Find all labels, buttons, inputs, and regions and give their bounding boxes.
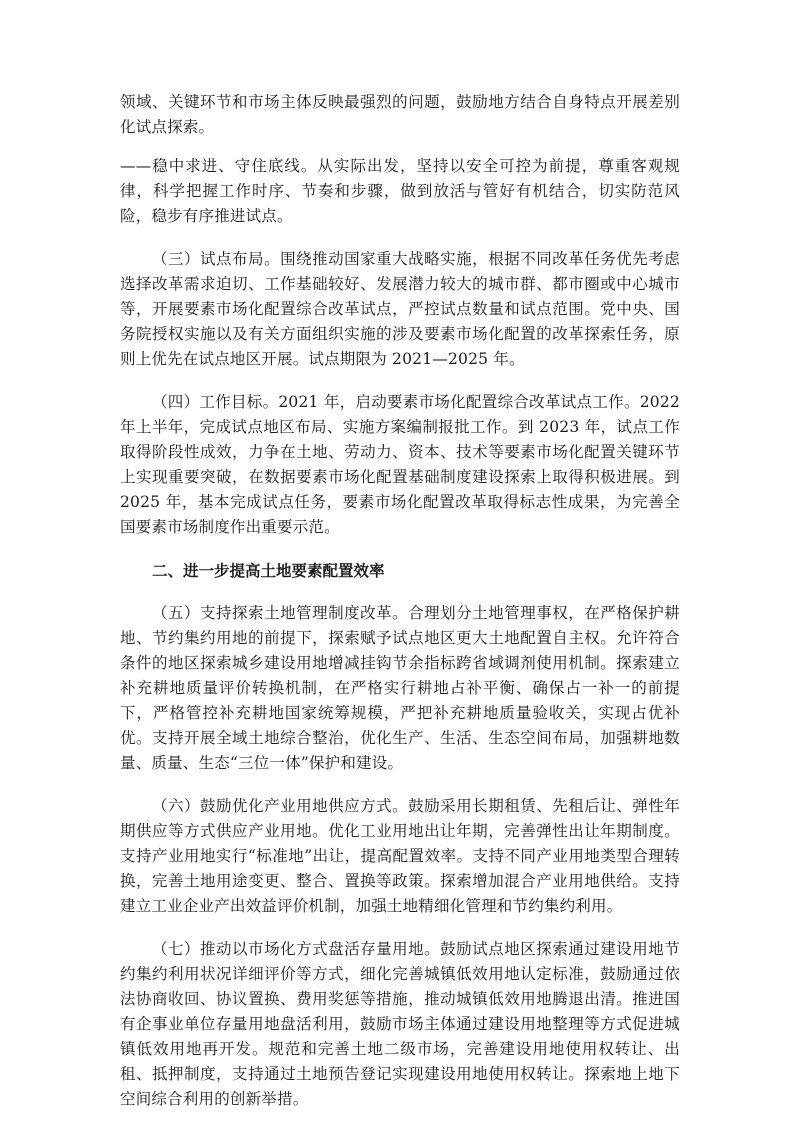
section-heading: 二、进一步提高土地要素配置效率 [152,561,385,580]
paragraph-stock-land: （七）推动以市场化方式盘活存量用地。鼓励试点地区探索通过建设用地节约集约利用状况详细评价等方式，细化完善城镇低效用地认定标准，鼓励通过依法协商收回、协议置换、费用奖惩等措施，推动城镇低效用地腾退出清。推进国有企事业单位存量用地盘活利用，鼓励市场主体通过建设用地整理等方式促进城镇低效用地再开发。规范和完善土地二级市场，完善建设用地使用权转让、出租、抵押制度，支持通过土地预告登记实现建设用地使用权转让。探索地上地下空间综合利用的创新举措。 [120,940,680,1108]
paragraph-principle: ——稳中求进、守住底线。从实际出发，坚持以安全可控为前提，尊重客观规律，科学把握工作时序、节奏和步骤，做到放活与管好有机结合，切实防范风险，稳步有序推进试点。 [120,157,680,225]
paragraph-industrial-land: （六）鼓励优化产业用地供应方式。鼓励采用长期租赁、先租后让、弹性年期供应等方式供应产业用地。优化工业用地出让年期，完善弹性出让年期制度。支持产业用地实行“标准地”出让，提高配置效率。支持不同产业用地类型合理转换，完善土地用途变更、整合、置换等政策。探索增加混合产业用地供给。支持建立工业企业产出效益评价机制，加强土地精细化管理和节约集约利用。 [120,797,680,915]
paragraph-continuation: 领域、关键环节和市场主体反映最强烈的问题，鼓励地方结合自身特点开展差别化试点探索。 [120,93,680,136]
paragraph-pilot-layout: （三）试点布局。围绕推动国家重大战略实施，根据不同改革任务优先考虑选择改革需求迫切、工作基础较好、发展潜力较大的城市群、都市圈或中心城市等，开展要素市场化配置综合改革试点，严控试点数量和试点范围。党中央、国务院授权实施以及有关方面组织实施的涉及要素市场化配置的改革探索任务，原则上优先在试点地区开展。试点期限为 2021—2025 年。 [120,250,680,368]
document-page [120,90,680,1130]
paragraph-land-reform: （五）支持探索土地管理制度改革。合理划分土地管理事权，在严格保护耕地、节约集约用地的前提下，探索赋予试点地区更大土地配置自主权。允许符合条件的地区探索城乡建设用地增减挂钩节余指标跨省域调剂使用机制。探索建立补充耕地质量评价转换机制，在严格实行耕地占补平衡、确保占一补一的前提下，严格管控补充耕地国家统筹规模，严把补充耕地质量验收关，实现占优补优。支持开展全域土地综合整治，优化生产、生活、生态空间布局，加强耕地数量、质量、生态“三位一体”保护和建设。 [120,604,680,772]
paragraph-work-goals: （四）工作目标。2021 年，启动要素市场化配置综合改革试点工作。2022 年上半年，完成试点地区布局、实施方案编制报批工作。到 2023 年，试点工作取得阶段性成效，力争在土地、劳动力、资本、技术等要素市场化配置关键环节上实现重要突破，在数据要素市场化配置基础制度建设探索上取得积极进展。到 2025 年，基本完成试点任务，要素市场化配置改革取得标志性成果，为完善全国要素市场制度作出重要示范。 [120,393,680,536]
